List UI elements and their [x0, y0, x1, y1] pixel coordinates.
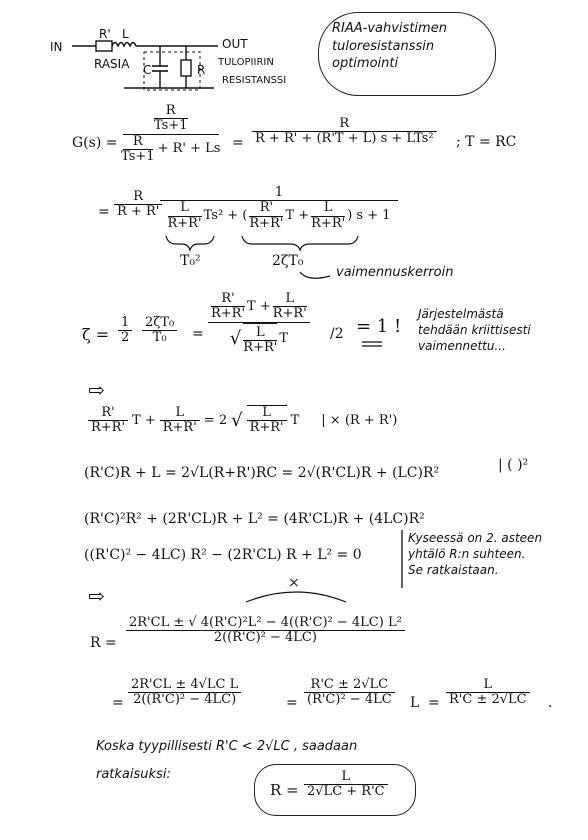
eq9-eq3: =: [428, 695, 440, 711]
final-den: 2√LC + R'C: [307, 784, 385, 800]
eq1-f1-den-b: + R' + Ls: [157, 141, 221, 157]
circuit-c-label: C: [143, 63, 152, 77]
eq3-big-num-a-num: R': [221, 291, 235, 306]
eq6-text: (R'C)²R² + (2R'CL)R + L² = (4R'CL)R + (4LC)R²: [84, 511, 425, 527]
eq4-a-num: R': [101, 404, 115, 420]
circuit-out-label: OUT: [222, 37, 248, 51]
eq3-big-num-mid: T +: [247, 298, 271, 314]
eq1-f1-den-a-den: Ts+1: [121, 148, 155, 164]
eq2-arrow-label: vaimennuskerroin: [336, 265, 454, 280]
eq5-op: | ( )²: [498, 457, 529, 473]
eq5-text: (R'C)R + L = 2√L(R+R')RC = 2√(R'CL)R + (LC)R²: [84, 465, 440, 481]
final-fraction: [304, 770, 388, 800]
eq2-t2-den: R+R': [249, 215, 284, 231]
eq8-fraction: [126, 616, 405, 646]
eq3-big-fraction: R' R+R' T + L R+R' √ L R+R' T: [208, 292, 310, 355]
eq7-comment-line-3: Se ratkaistaan.: [408, 563, 499, 578]
eq2-brace1-label: T₀²: [180, 253, 201, 269]
eq9-f1-num: 2R'CL ± 4√LC L: [131, 677, 239, 692]
eq4-op: | × (R + R'): [321, 412, 398, 428]
eq3-equals: =: [192, 326, 204, 342]
eq9-f3-num: L: [483, 677, 493, 692]
eq7-comment-line-1: Kyseessä on 2. asteen: [408, 531, 543, 545]
eq9-f2-tail: L: [410, 695, 420, 711]
final-lhs: R =: [270, 781, 299, 799]
eq2-equals: =: [98, 204, 110, 220]
eq2-t3-tail: ) s + 1: [347, 207, 391, 223]
eq9-fraction-1: [128, 678, 241, 708]
eq7-comment-line-2: yhtälö R:n suhteen.: [408, 547, 526, 562]
eq9-fraction-3: [446, 678, 530, 708]
eq9-f3-den: R'C ± 2√LC: [449, 692, 527, 708]
eq2-brace2-label: 2ζT₀: [272, 253, 304, 269]
eq2-t3-den: R+R': [311, 215, 346, 231]
circuit-r-label: R: [197, 63, 206, 77]
eq3-big-den-den: R+R': [243, 339, 278, 355]
eq2-f1-den: R + R': [117, 204, 160, 220]
eq1-f1-num-den: Ts+1: [153, 118, 188, 134]
eq9-f2-num: R'C ± 2√LC: [310, 677, 389, 692]
eq2-t2-tail: T +: [285, 207, 310, 223]
eq4-a-den: R+R': [91, 419, 126, 435]
eq4-eq: = 2: [203, 412, 228, 428]
eq3-zt-num: 2ζT₀: [145, 315, 175, 330]
circuit-resistanssi-label: RESISTANSSI: [222, 75, 287, 86]
eq8-num: 2R'CL ± √ 4(R'C)²L² − 4((R'C)² − 4LC) L²: [129, 615, 402, 630]
eq9-dot: .: [548, 695, 553, 711]
circuit-rprime-label: R': [99, 27, 111, 41]
conclusion-line-2: ratkaisuksi:: [96, 766, 171, 782]
eq1-note: ; T = RC: [456, 134, 517, 150]
title-line-1: RIAA-vahvistimen: [332, 21, 447, 36]
eq1-f2-den: R + R' + (R'T + L) s + LTs²: [255, 131, 434, 147]
eq4-b-den: R+R': [162, 419, 197, 435]
eq2-t1-num: L: [180, 200, 189, 216]
eq2-f2-num: 1: [274, 185, 284, 200]
eq4-b-num: L: [175, 404, 185, 420]
eq9-fraction-2: [304, 678, 395, 708]
eq3-comment-line-2: tehdään kriittisesti: [418, 323, 531, 338]
eq4-sq-num: L: [262, 405, 271, 420]
eq3-half-den: 2: [121, 330, 130, 346]
eq2-t1-tail: Ts² + (: [203, 207, 248, 223]
eq1-equals: =: [232, 135, 244, 151]
eq4-row: $\frac{R'}{R+R'}$ T + $\frac{L}{R+R'}$ = 2 √ $\frac{L}{R+R'}$ T | × (R + R'): [88, 405, 397, 436]
arrow-icon-2: ⇨: [88, 584, 105, 608]
final-num: L: [341, 769, 351, 784]
eq8-lhs: R =: [90, 635, 117, 651]
eq1-f2-num: R: [339, 116, 350, 131]
circuit-tulopiirin-label: TULOPIIRIN: [218, 57, 274, 68]
eq8-den: 2((R'C)² − 4LC): [213, 630, 317, 646]
eq9-f1-den: 2((R'C)² − 4LC): [133, 692, 237, 708]
eq3-zt-den: T₀: [152, 330, 167, 346]
eq4-mid: T +: [132, 412, 156, 428]
eq3-half-num: 1: [121, 315, 130, 330]
eq3-result: = 1 !: [356, 316, 402, 337]
eq7-text: ((R'C)² − 4LC) R² − (2R'CL) R + L² = 0: [84, 547, 362, 563]
eq2-t1-den: R+R': [167, 215, 202, 231]
eq3-lhs: ζ =: [82, 325, 110, 344]
eq3-big-num-b-num: L: [285, 291, 295, 306]
eq2-t2-num: R': [259, 200, 274, 216]
eq7-cross: ×: [288, 575, 300, 591]
eq1-f1-num-num: R: [165, 103, 176, 118]
eq1-f1-den-a-num: R: [132, 133, 143, 149]
eq3-comment-line-1: Järjestelmästä: [418, 307, 504, 321]
circuit-l-label: L: [122, 27, 129, 41]
eq3-div2: /2: [330, 326, 344, 342]
title-line-3: optimointi: [332, 56, 399, 72]
circuit-rasia-label: RASIA: [94, 57, 130, 71]
eq2-t3-num: L: [323, 200, 333, 216]
eq4-sq-den: R+R': [249, 420, 284, 436]
circuit-in-label: IN: [50, 40, 63, 54]
eq9-eq2: =: [286, 695, 298, 711]
eq3-big-num-a-den: R+R': [211, 306, 246, 322]
eq3-comment-line-3: vaimennettu...: [418, 339, 506, 354]
eq4-sq-tail: T: [290, 412, 300, 428]
eq3-big-den-tail: T: [279, 330, 288, 346]
eq9-eq: =: [112, 695, 124, 711]
eq2-f1-num: R: [133, 189, 144, 204]
eq3-big-num-b-den: R+R': [272, 306, 307, 322]
arrow-icon-1: ⇨: [88, 378, 105, 402]
eq1-lhs: G(s) =: [72, 135, 118, 151]
eq3-big-den-num: L: [255, 324, 265, 340]
eq9-f2-den: (R'C)² − 4LC: [307, 692, 392, 708]
title-line-2: tuloresistanssin: [332, 38, 435, 54]
conclusion-line-1: Koska tyypillisesti R'C < 2√LC , saadaan: [96, 739, 358, 754]
